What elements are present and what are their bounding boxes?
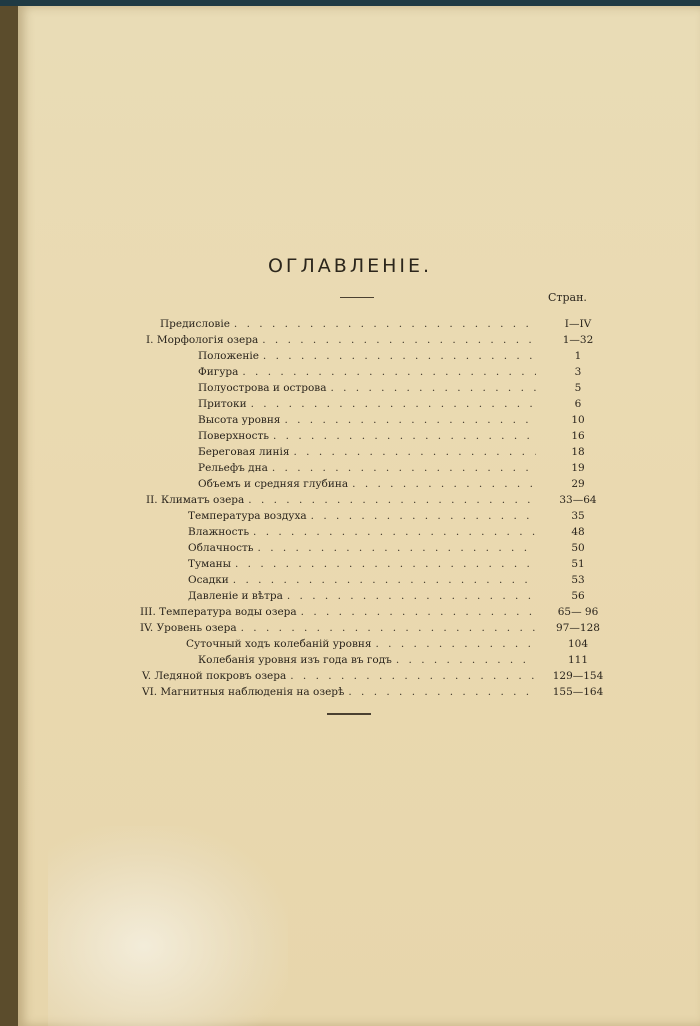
toc-entry: [198, 382, 540, 398]
toc-entry-page: 48: [571, 526, 585, 538]
leader-dots: [248, 494, 536, 506]
toc-entry-label: Влажность: [188, 526, 250, 538]
toc-entry: [198, 462, 540, 478]
toc-entry-label: Притоки: [198, 398, 247, 410]
toc-entry: [188, 510, 540, 526]
toc-entry: [188, 574, 540, 590]
toc-entry: [198, 398, 540, 414]
leader-dots: [242, 366, 536, 378]
leader-dots: [330, 382, 536, 394]
toc-entry-label: Колебанія уровня изъ года въ годъ: [198, 654, 392, 666]
toc-entry-page: 10: [571, 414, 585, 426]
toc-entry-page: 6: [574, 398, 582, 410]
page-column-header: Стран.: [548, 291, 587, 304]
toc-entry: [142, 686, 540, 702]
toc-entry-label: I. Морфологія озера: [146, 334, 259, 346]
leader-dots: [258, 542, 536, 554]
title-rule: [340, 297, 374, 298]
toc-entry-page: 18: [571, 446, 585, 458]
leader-dots: [273, 430, 536, 442]
toc-entry-page: 19: [571, 462, 585, 474]
leader-dots: [396, 654, 536, 666]
toc-entry-page: 33—64: [559, 494, 597, 506]
leader-dots: [301, 606, 536, 618]
toc-entry-page: 97—128: [556, 622, 600, 634]
toc-entry-label: Давленіе и вѣтра: [188, 590, 283, 602]
toc-entry-label: VI. Магнитныя наблюденія на озерѣ: [142, 686, 345, 698]
toc-entry-label: Облачность: [188, 542, 254, 554]
toc-entry: [188, 558, 540, 574]
toc-entry-page: 56: [571, 590, 585, 602]
toc-entry-page: 65— 96: [557, 606, 599, 618]
toc-entry: [186, 638, 540, 654]
toc-entry-page: I—IV: [564, 318, 592, 330]
paper-stain: [48, 826, 288, 1026]
toc-entry-label: Фигура: [198, 366, 239, 378]
toc-entry: [198, 414, 540, 430]
toc-entry-page: 16: [571, 430, 585, 442]
leader-dots: [293, 446, 536, 458]
toc-entry-page: 50: [571, 542, 585, 554]
toc-entry-page: 35: [571, 510, 585, 522]
toc-entry: [198, 654, 540, 670]
toc-entry: [198, 366, 540, 382]
toc-entry-label: Положеніе: [198, 350, 259, 362]
toc-entry-label: Температура воздуха: [188, 510, 307, 522]
toc-entry: [140, 622, 540, 638]
leader-dots: [311, 510, 536, 522]
toc-entry-page: 53: [571, 574, 585, 586]
toc-entry-label: Высота уровня: [198, 414, 281, 426]
toc-entry-label: Поверхность: [198, 430, 269, 442]
leader-dots: [262, 334, 536, 346]
leader-dots: [234, 318, 536, 330]
toc-entry-page: 3: [574, 366, 582, 378]
leader-dots: [263, 350, 536, 362]
toc-entry-page: 1: [574, 350, 582, 362]
toc-entry: [198, 478, 540, 494]
leader-dots: [287, 590, 536, 602]
toc-entry: [188, 542, 540, 558]
toc-entry-label: Рельефъ дна: [198, 462, 268, 474]
end-rule: [327, 713, 371, 715]
toc-entry-page: 104: [567, 638, 589, 650]
leader-dots: [253, 526, 536, 538]
toc-entry: [142, 670, 540, 686]
leader-dots: [272, 462, 536, 474]
leader-dots: [235, 558, 536, 570]
toc-entry-label: Туманы: [188, 558, 231, 570]
toc-entry: [198, 350, 540, 366]
leader-dots: [376, 638, 537, 650]
toc-entry-label: Осадки: [188, 574, 229, 586]
toc-entry: [146, 334, 540, 350]
leader-dots: [241, 622, 536, 634]
toc-entry-label: III. Температура воды озера: [140, 606, 297, 618]
toc-entry: [146, 494, 540, 510]
book-spine: [0, 6, 18, 1026]
toc-entry-page: 129—154: [552, 670, 604, 682]
toc-entry: [188, 526, 540, 542]
toc-entry-label: Суточный ходъ колебаній уровня: [186, 638, 372, 650]
toc-entry-label: V. Ледяной покровъ озера: [142, 670, 287, 682]
toc-entry-label: Береговая линія: [198, 446, 290, 458]
page-title: ОГЛАВЛЕНІЕ.: [267, 255, 433, 277]
leader-dots: [290, 670, 536, 682]
toc-entry-page: 111: [567, 654, 589, 666]
toc-entry-page: 1—32: [562, 334, 594, 346]
toc-entry: [198, 446, 540, 462]
leader-dots: [352, 478, 536, 490]
toc-entry-page: 51: [571, 558, 585, 570]
toc-entry: [188, 590, 540, 606]
toc-entry-label: II. Климатъ озера: [146, 494, 245, 506]
leader-dots: [233, 574, 536, 586]
toc-entry-label: Полуострова и острова: [198, 382, 327, 394]
toc-entry-page: 5: [574, 382, 582, 394]
toc-entry: [198, 430, 540, 446]
leader-dots: [251, 398, 536, 410]
toc-entry: [140, 606, 540, 622]
leader-dots: [284, 414, 536, 426]
toc-entry-page: 29: [571, 478, 585, 490]
toc-entry-page: 155—164: [552, 686, 604, 698]
toc-entry: [160, 318, 540, 334]
leader-dots: [348, 686, 536, 698]
toc-entry-label: IV. Уровень озера: [140, 622, 237, 634]
toc-entry-label: Объемъ и средняя глубина: [198, 478, 349, 490]
toc-entry-label: Предисловіе: [160, 318, 230, 330]
